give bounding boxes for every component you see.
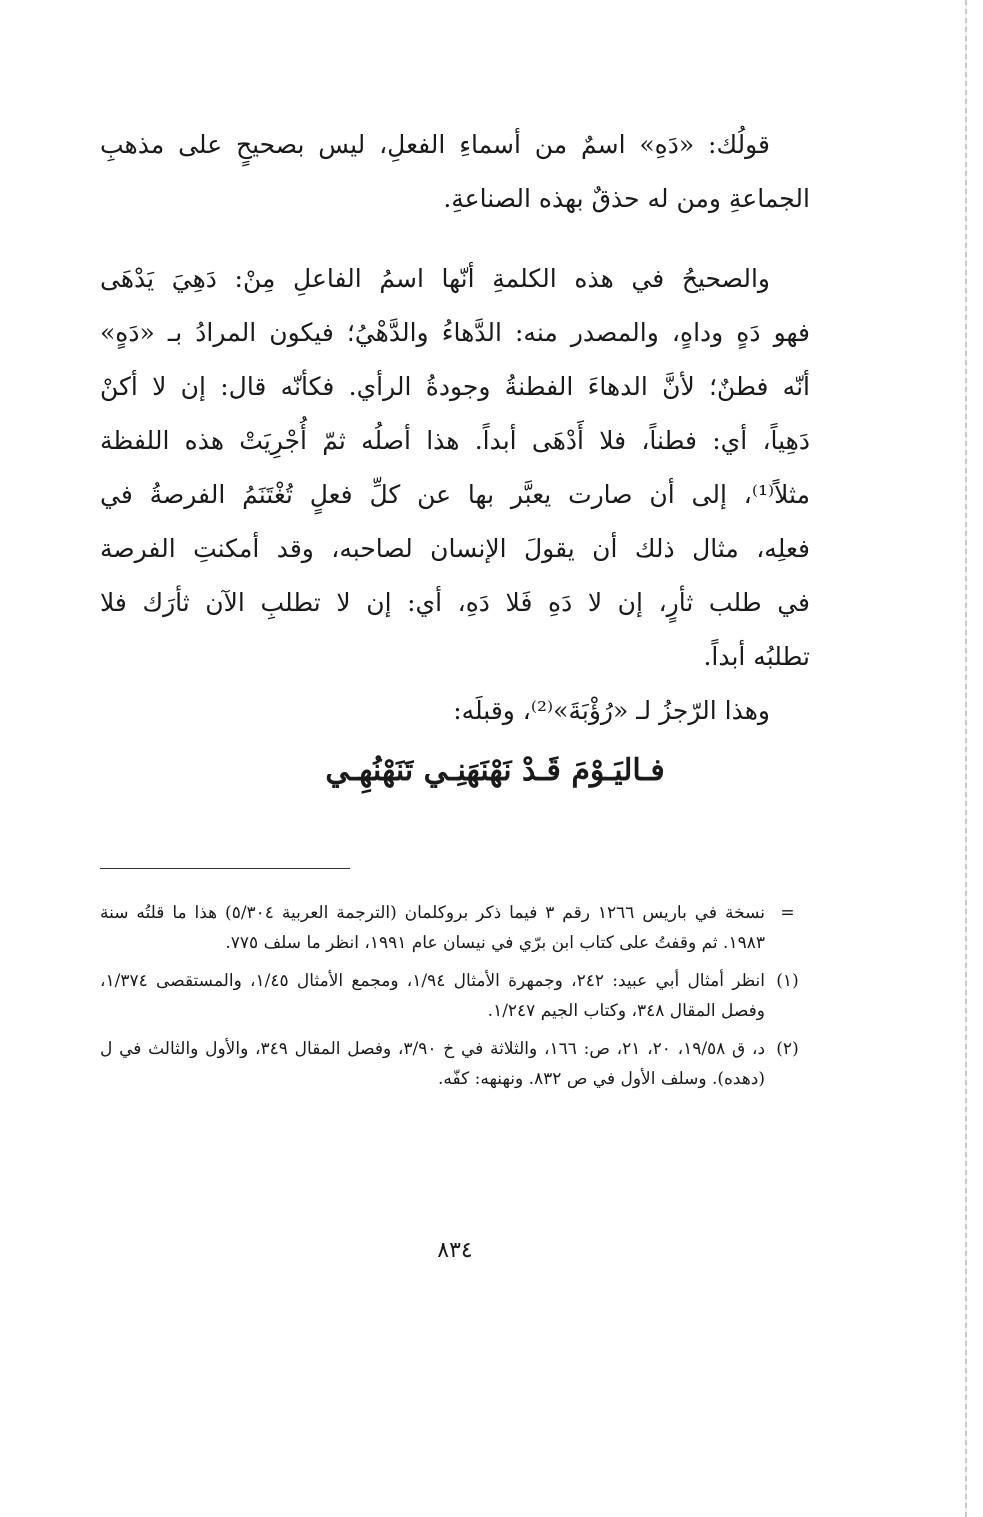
footnote <box>100 898 810 958</box>
footnote <box>100 966 810 1026</box>
scan-edge <box>965 0 967 1517</box>
footnotes <box>100 898 810 1102</box>
text-line: مثلاً⁽¹⁾، إلى أن صارت يعبَّر بها عن كلِّ فعلٍ تُغْتَنَمُ الفرصةُ في <box>100 480 810 509</box>
footnote-divider <box>100 868 350 869</box>
main-text <box>100 118 810 804</box>
text-line: دَهِياً، أي: فطناً، فلا أَدْهَى أبداً. هذا أصلُه ثمّ أُجْرِيَتْ هذه اللفظة <box>100 426 810 455</box>
text-line: تطلبُه أبداً. <box>703 642 810 671</box>
verse-line: فـاليَـوْمَ قَـدْ نَهْنَهَنِـي تَنَهْنُهِـي <box>325 753 665 788</box>
footnote-marker: = <box>780 903 795 923</box>
page-number: ٨٣٤ <box>437 1238 473 1263</box>
footnote-marker: (٢) <box>776 1039 799 1059</box>
footnote-text: د، ق ١٩/٥٨، ٢٠، ٢١، ص: ١٦٦، والثلاثة في خ ٣/٩٠، وفصل المقال ٣٤٩، والأول والثالث في ل (دهده). وسلف الأول في ص ٨٣٢. ونهنهه: كفّه. <box>100 1039 766 1089</box>
footnote-marker: (١) <box>776 971 799 991</box>
text-line: والصحيحُ في هذه الكلمةِ أنّها اسمُ الفاعلِ مِنْ: دَهِيَ يَدْهَى <box>100 264 770 293</box>
text-line: فهو دَهٍ وداهٍ، والمصدر منه: الدَّهاءُ والدَّهْيُ؛ فيكون المرادُ بـ «دَهٍ» <box>100 318 810 347</box>
footnote-text: انظر أمثال أبي عبيد: ٢٤٢، وجمهرة الأمثال ١/٩٤، ومجمع الأمثال ١/٤٥، والمستقصى ١/٣٧٤، وفصل المقال ٣٤٨، وكتاب الجيم ١/٢٤٧. <box>100 971 765 1021</box>
text-line: قولُك: «دَهِ» اسمٌ من أسماءِ الفعلِ، ليس بصحيحٍ على مذهبِ <box>100 130 770 159</box>
footnote <box>100 1034 810 1094</box>
text-line: وهذا الرّجزُ لـ «رُؤْبَةَ»⁽²⁾، وقبلَه: <box>453 696 770 725</box>
text-line: أنّه فطنٌ؛ لأنَّ الدهاءَ الفطنةُ وجودةُ الرأي. فكأنّه قال: إن لا أكنْ <box>100 372 810 401</box>
paragraph-gap <box>100 226 810 252</box>
text-line: في طلب ثأرٍ، إن لا دَهِ فَلا دَهِ، أي: إن لا تطلبِ الآن ثأرَك فلا <box>100 588 810 617</box>
text-line: الجماعةِ ومن له حذقٌ بهذه الصناعةِ. <box>443 184 810 213</box>
footnote-text: نسخة في باريس ١٢٦٦ رقم ٣ فيما ذكر بروكلمان (الترجمة العربية ٥/٣٠٤) هذا ما قلتُه سنة ١٩٨٣. ثم وقفتُ على كتاب ابن برّي في نيسان عام ١٩٩١، انظر ما سلف ٧٧٥. <box>100 903 765 953</box>
text-line: فعلِه، مثال ذلك أن يقولَ الإنسان لصاحبه، وقد أمكنتِ الفرصة <box>100 534 810 563</box>
